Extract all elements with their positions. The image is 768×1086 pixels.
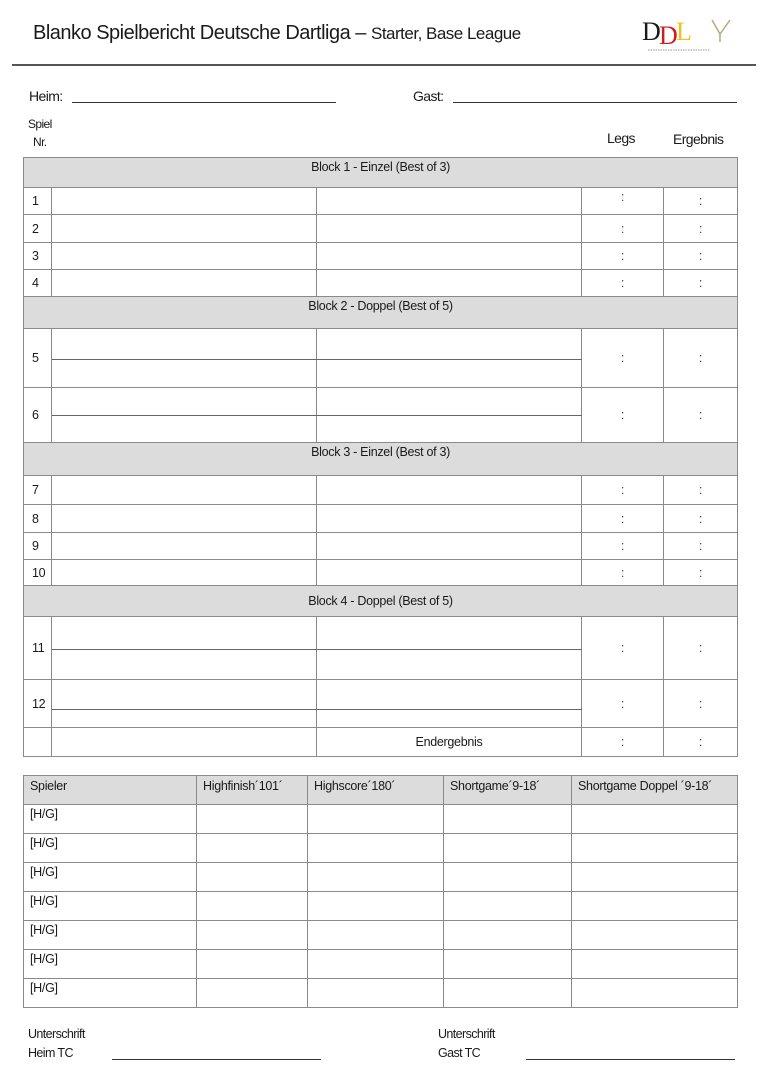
result-field[interactable]: : bbox=[664, 617, 738, 680]
empty-cell bbox=[24, 728, 52, 757]
logo-letter-d1: D bbox=[642, 17, 661, 46]
final-legs-field[interactable]: : bbox=[582, 728, 664, 757]
guest-player-field[interactable] bbox=[317, 560, 582, 586]
guest-player-field[interactable] bbox=[317, 533, 582, 560]
guest-player-field[interactable] bbox=[317, 270, 582, 297]
game-row bbox=[24, 215, 738, 243]
legs-field[interactable]: : bbox=[582, 617, 664, 680]
game-number: 1 bbox=[24, 188, 52, 215]
game-number: 8 bbox=[24, 505, 52, 533]
stats-row bbox=[24, 979, 738, 1008]
game-number: 5 bbox=[24, 329, 52, 388]
player-field[interactable]: [H/G] bbox=[24, 950, 197, 979]
shortgame-field[interactable] bbox=[444, 921, 572, 950]
ddl-logo bbox=[640, 14, 740, 54]
block-title: Block 3 - Einzel (Best of 3) bbox=[24, 443, 738, 476]
home-signature-field[interactable] bbox=[112, 1059, 321, 1060]
highfinish-field[interactable] bbox=[197, 892, 308, 921]
final-result-label: Endergebnis bbox=[317, 728, 582, 757]
home-player-1-field[interactable] bbox=[52, 617, 317, 650]
header-divider bbox=[12, 64, 756, 66]
game-number: 2 bbox=[24, 215, 52, 243]
guest-player-1-field[interactable] bbox=[317, 329, 582, 360]
header-shortgame-doppel: Shortgame Doppel ´9-18´ bbox=[572, 776, 738, 805]
game-number: 6 bbox=[24, 388, 52, 443]
block-title: Block 4 - Doppel (Best of 5) bbox=[24, 586, 738, 617]
guest-player-field[interactable] bbox=[317, 476, 582, 505]
legs-field[interactable]: : bbox=[582, 388, 664, 443]
home-team-field[interactable] bbox=[72, 102, 336, 103]
shortgame-field[interactable] bbox=[444, 834, 572, 863]
guest-player-field[interactable] bbox=[317, 188, 582, 215]
match-table bbox=[23, 157, 738, 757]
guest-signature-field[interactable] bbox=[526, 1059, 735, 1060]
highfinish-field[interactable] bbox=[197, 921, 308, 950]
result-field[interactable]: : bbox=[664, 560, 738, 586]
game-number: 11 bbox=[24, 617, 52, 680]
shortgame-field[interactable] bbox=[444, 979, 572, 1008]
legs-header: Legs bbox=[607, 130, 635, 146]
shortgame-doppel-field[interactable] bbox=[572, 863, 738, 892]
guest-player-field[interactable] bbox=[317, 215, 582, 243]
player-field[interactable]: [H/G] bbox=[24, 921, 197, 950]
legs-field[interactable]: : bbox=[582, 329, 664, 388]
highfinish-field[interactable] bbox=[197, 834, 308, 863]
stats-header-row bbox=[24, 776, 738, 805]
guest-player-2-field[interactable] bbox=[317, 360, 582, 388]
highscore-field[interactable] bbox=[308, 979, 444, 1008]
home-team-label: Heim: bbox=[29, 88, 63, 104]
legs-field[interactable]: : bbox=[582, 505, 664, 533]
guest-team-label: Gast: bbox=[413, 88, 444, 104]
game-row bbox=[24, 329, 738, 360]
header-spieler: Spieler bbox=[24, 776, 197, 805]
home-player-2-field[interactable] bbox=[52, 360, 317, 388]
block-header bbox=[24, 297, 738, 329]
legs-field[interactable]: : bbox=[582, 533, 664, 560]
legs-field[interactable]: : bbox=[582, 243, 664, 270]
spiel-label: Spiel bbox=[28, 117, 52, 131]
stats-row bbox=[24, 863, 738, 892]
guest-player-1-field[interactable] bbox=[317, 617, 582, 650]
result-field[interactable]: : bbox=[664, 329, 738, 388]
game-row bbox=[24, 680, 738, 710]
game-row bbox=[24, 533, 738, 560]
shortgame-doppel-field[interactable] bbox=[572, 921, 738, 950]
legs-field[interactable]: : bbox=[582, 188, 664, 215]
guest-signature-label-1: Unterschrift bbox=[438, 1027, 495, 1041]
shortgame-field[interactable] bbox=[444, 950, 572, 979]
game-row bbox=[24, 617, 738, 650]
result-field[interactable]: : bbox=[664, 215, 738, 243]
home-player-field[interactable] bbox=[52, 270, 317, 297]
block-header bbox=[24, 443, 738, 476]
game-row bbox=[24, 476, 738, 505]
highscore-field[interactable] bbox=[308, 863, 444, 892]
block-title: Block 1 - Einzel (Best of 3) bbox=[24, 158, 738, 188]
player-field[interactable]: [H/G] bbox=[24, 863, 197, 892]
final-result-row bbox=[24, 728, 738, 757]
logo-letter-d2: D bbox=[659, 21, 678, 50]
highscore-field[interactable] bbox=[308, 805, 444, 834]
stats-row bbox=[24, 805, 738, 834]
home-player-2-field[interactable] bbox=[52, 416, 317, 443]
block-title: Block 2 - Doppel (Best of 5) bbox=[24, 297, 738, 329]
result-field[interactable]: : bbox=[664, 505, 738, 533]
guest-player-1-field[interactable] bbox=[317, 680, 582, 710]
shortgame-doppel-field[interactable] bbox=[572, 950, 738, 979]
legs-field[interactable]: : bbox=[582, 560, 664, 586]
home-signature-label-2: Heim TC bbox=[28, 1046, 73, 1060]
guest-team-field[interactable] bbox=[453, 102, 737, 103]
highfinish-field[interactable] bbox=[197, 979, 308, 1008]
shortgame-doppel-field[interactable] bbox=[572, 805, 738, 834]
game-row bbox=[24, 188, 738, 215]
block-header bbox=[24, 586, 738, 617]
guest-player-field[interactable] bbox=[317, 243, 582, 270]
result-field[interactable]: : bbox=[664, 388, 738, 443]
result-field[interactable]: : bbox=[664, 476, 738, 505]
guest-player-2-field[interactable] bbox=[317, 650, 582, 680]
result-field[interactable]: : bbox=[664, 270, 738, 297]
guest-signature-label-2: Gast TC bbox=[438, 1046, 481, 1060]
highfinish-field[interactable] bbox=[197, 950, 308, 979]
player-field[interactable]: [H/G] bbox=[24, 979, 197, 1008]
result-field[interactable]: : bbox=[664, 533, 738, 560]
logo-letter-l: L bbox=[676, 17, 692, 46]
guest-player-2-field[interactable] bbox=[317, 416, 582, 443]
legs-field[interactable]: : bbox=[582, 680, 664, 728]
game-number: 3 bbox=[24, 243, 52, 270]
home-player-field[interactable] bbox=[52, 215, 317, 243]
result-field[interactable]: : bbox=[664, 188, 738, 215]
guest-player-1-field[interactable] bbox=[317, 388, 582, 416]
shortgame-doppel-field[interactable] bbox=[572, 979, 738, 1008]
home-player-field[interactable] bbox=[52, 476, 317, 505]
highscore-field[interactable] bbox=[308, 950, 444, 979]
home-signature-label-1: Unterschrift bbox=[28, 1027, 85, 1041]
stats-row bbox=[24, 892, 738, 921]
stats-row bbox=[24, 950, 738, 979]
home-player-1-field[interactable] bbox=[52, 329, 317, 360]
home-player-field[interactable] bbox=[52, 533, 317, 560]
legs-field[interactable]: : bbox=[582, 270, 664, 297]
stats-row bbox=[24, 921, 738, 950]
legs-field[interactable]: : bbox=[582, 215, 664, 243]
game-number: 10 bbox=[24, 560, 52, 586]
home-player-field[interactable] bbox=[52, 505, 317, 533]
title-sub: Starter, Base League bbox=[370, 24, 521, 43]
home-player-1-field[interactable] bbox=[52, 388, 317, 416]
home-player-field[interactable] bbox=[52, 188, 317, 215]
game-row bbox=[24, 270, 738, 297]
final-result-field[interactable]: : bbox=[664, 728, 738, 757]
header-highscore: Highscore´180´ bbox=[308, 776, 444, 805]
header-shortgame: Shortgame´9-18´ bbox=[444, 776, 572, 805]
game-row bbox=[24, 388, 738, 416]
nr-label: Nr. bbox=[33, 135, 47, 149]
home-player-2-field[interactable] bbox=[52, 650, 317, 680]
highscore-field[interactable] bbox=[308, 892, 444, 921]
shortgame-doppel-field[interactable] bbox=[572, 892, 738, 921]
highscore-field[interactable] bbox=[308, 921, 444, 950]
highfinish-field[interactable] bbox=[197, 805, 308, 834]
darts-icon bbox=[712, 20, 730, 42]
game-number: 12 bbox=[24, 680, 52, 728]
legs-field[interactable]: : bbox=[582, 476, 664, 505]
home-player-field[interactable] bbox=[52, 560, 317, 586]
home-player-2-field[interactable] bbox=[52, 710, 317, 728]
title-main: Blanko Spielbericht Deutsche Dartliga – bbox=[33, 22, 366, 44]
guest-player-field[interactable] bbox=[317, 505, 582, 533]
home-player-field[interactable] bbox=[52, 243, 317, 270]
home-player-1-field[interactable] bbox=[52, 680, 317, 710]
player-field[interactable]: [H/G] bbox=[24, 834, 197, 863]
shortgame-doppel-field[interactable] bbox=[572, 834, 738, 863]
game-row bbox=[24, 243, 738, 270]
game-row bbox=[24, 560, 738, 586]
ergebnis-header: Ergebnis bbox=[673, 131, 724, 147]
block-header bbox=[24, 158, 738, 188]
player-field[interactable]: [H/G] bbox=[24, 892, 197, 921]
document-title bbox=[33, 22, 521, 45]
shortgame-field[interactable] bbox=[444, 892, 572, 921]
header-highfinish: Highfinish´101´ bbox=[197, 776, 308, 805]
result-field[interactable]: : bbox=[664, 680, 738, 728]
game-number: 7 bbox=[24, 476, 52, 505]
shortgame-field[interactable] bbox=[444, 805, 572, 834]
empty-cell bbox=[52, 728, 317, 757]
player-stats-table bbox=[23, 775, 738, 1008]
shortgame-field[interactable] bbox=[444, 863, 572, 892]
result-field[interactable]: : bbox=[664, 243, 738, 270]
highscore-field[interactable] bbox=[308, 834, 444, 863]
game-row bbox=[24, 505, 738, 533]
player-field[interactable]: [H/G] bbox=[24, 805, 197, 834]
game-number: 4 bbox=[24, 270, 52, 297]
game-number: 9 bbox=[24, 533, 52, 560]
guest-player-2-field[interactable] bbox=[317, 710, 582, 728]
highfinish-field[interactable] bbox=[197, 863, 308, 892]
stats-row bbox=[24, 834, 738, 863]
